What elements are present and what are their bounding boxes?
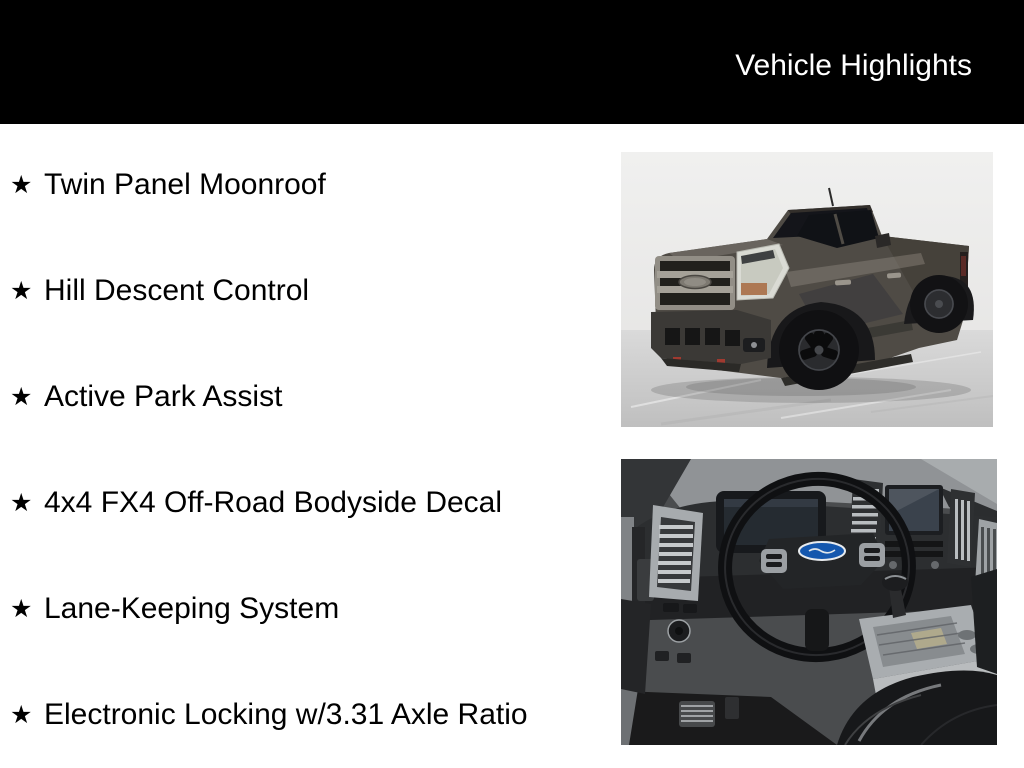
star-bullet-icon: ★ <box>10 170 33 199</box>
star-bullet-icon: ★ <box>10 700 33 729</box>
vehicle-exterior-photo[interactable] <box>621 152 993 427</box>
header-banner <box>0 0 1024 124</box>
star-bullet-icon: ★ <box>10 594 33 623</box>
feature-label: Lane-Keeping System <box>44 592 340 625</box>
star-bullet-icon: ★ <box>10 488 33 517</box>
star-bullet-icon: ★ <box>10 276 33 305</box>
feature-item <box>10 377 600 483</box>
feature-label: Hill Descent Control <box>44 274 310 307</box>
feature-label: Electronic Locking w/3.31 Axle Ratio <box>44 698 528 731</box>
page-title: Vehicle Highlights <box>735 49 972 82</box>
feature-label: Active Park Assist <box>44 380 283 413</box>
feature-label: Twin Panel Moonroof <box>44 168 326 201</box>
feature-item <box>10 271 600 377</box>
feature-label: 4x4 FX4 Off-Road Bodyside Decal <box>44 486 503 519</box>
star-bullet-icon: ★ <box>10 382 33 411</box>
truck-exterior-image <box>621 152 993 427</box>
vehicle-interior-photo[interactable] <box>621 459 997 745</box>
feature-item <box>10 695 600 768</box>
feature-item <box>10 589 600 695</box>
truck-interior-image <box>621 459 997 745</box>
feature-list <box>10 165 600 768</box>
feature-item <box>10 483 600 589</box>
feature-item <box>10 165 600 271</box>
